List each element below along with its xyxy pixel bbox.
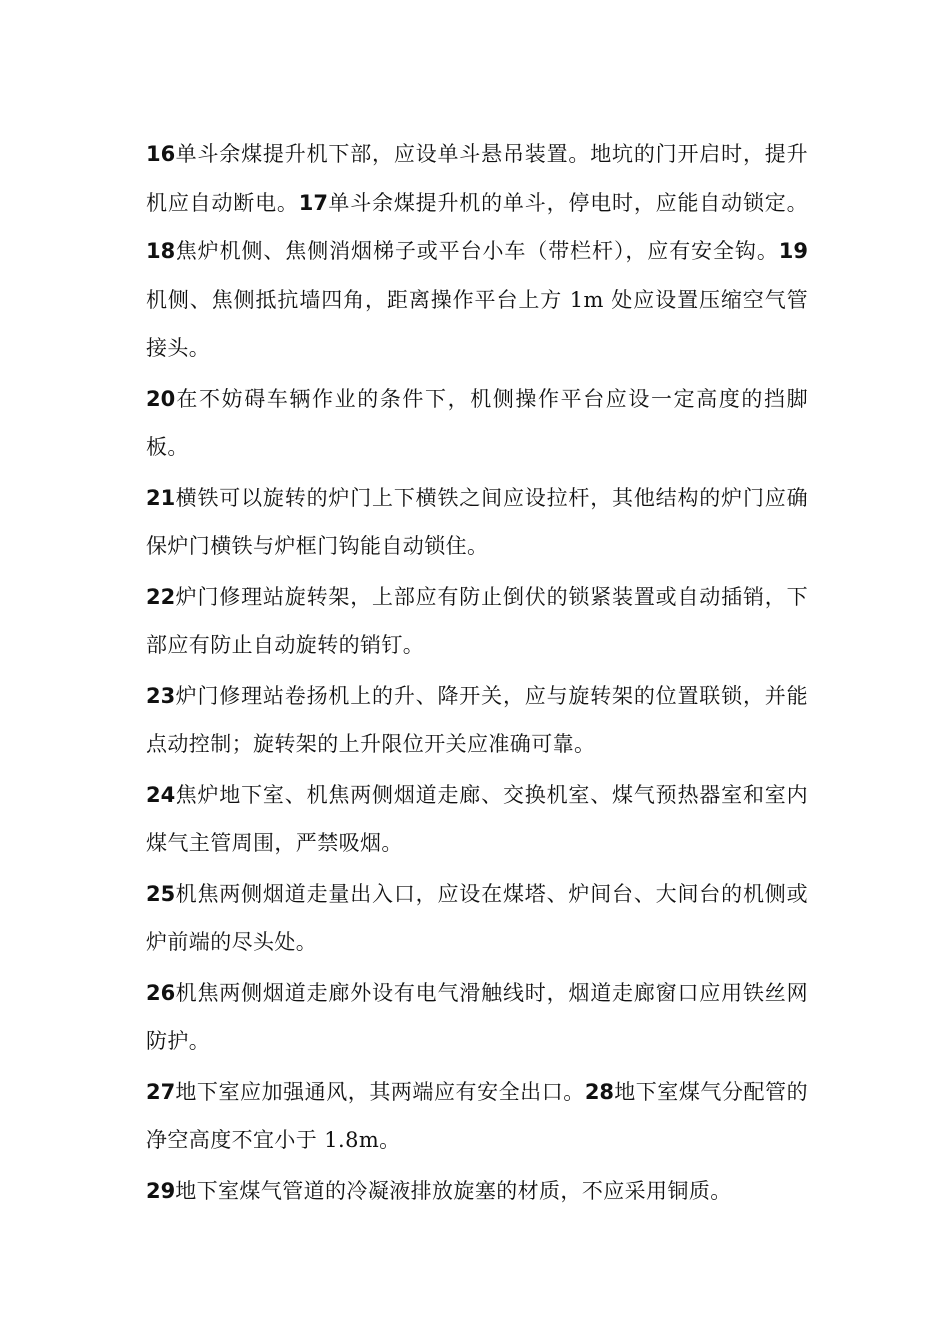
paragraph-20 [146,375,808,472]
paragraph-29 [146,1167,808,1216]
paragraph-16-19 [146,130,808,373]
clause-number: 27 [146,1079,176,1104]
clause-number: 22 [146,584,176,609]
clause-text: 机焦两侧烟道走廊外设有电气滑触线时，烟道走廊窗口应用铁丝网防护。 [146,980,808,1053]
clause-text: 在不妨碍车辆作业的条件下，机侧操作平台应设一定高度的挡脚板。 [146,386,808,459]
paragraph-23 [146,672,808,769]
clause-number: 29 [146,1178,176,1203]
clause-text: 地下室煤气分配管的净空高度不宜小于 1.8m。 [146,1079,808,1152]
clause-text: 机侧、焦侧抵抗墙四角，距离操作平台上方 1m 处应设置压缩空气管接头。 [146,287,808,360]
paragraph-26 [146,969,808,1066]
clause-text: 焦炉机侧、焦侧消烟梯子或平台小车（带栏杆），应有安全钩。 [175,239,779,263]
clause-text: 地下室煤气管道的冷凝液排放旋塞的材质，不应采用铜质。 [175,1178,732,1203]
paragraph-22 [146,573,808,670]
clause-text: 单斗余煤提升机下部，应设单斗悬吊装置。地坑的门开启时，提升机应自动断电。 [146,142,808,215]
clause-text: 单斗余煤提升机的单斗，停电时，应能自动锁定。 [327,190,808,215]
clause-number: 21 [146,485,176,510]
clause-number: 16 [146,142,176,166]
clause-text: 地下室应加强通风，其两端应有安全出口。 [175,1079,585,1104]
paragraph-24 [146,771,808,868]
paragraph-27-28 [146,1068,808,1165]
clause-number: 28 [584,1079,615,1104]
clause-number: 18 [146,239,176,263]
clause-number: 25 [146,881,176,906]
clause-number: 26 [146,980,176,1005]
clause-text: 炉门修理站旋转架，上部应有防止倒伏的锁紧装置或自动插销，下部应有防止自动旋转的销钉。 [146,584,808,657]
clause-number: 23 [146,683,176,708]
clause-text: 机焦两侧烟道走量出入口，应设在煤塔、炉间台、大间台的机侧或炉前端的尽头处。 [146,881,808,954]
document-body [146,130,808,1217]
clause-number: 20 [146,386,176,411]
clause-number: 19 [778,239,808,263]
clause-number: 24 [146,782,176,807]
clause-text: 焦炉地下室、机焦两侧烟道走廊、交换机室、煤气预热器室和室内煤气主管周围，严禁吸烟。 [146,782,808,855]
clause-number: 17 [298,190,328,215]
clause-text: 炉门修理站卷扬机上的升、降开关，应与旋转架的位置联锁，并能点动控制；旋转架的上升限位开关应准确可靠。 [146,683,808,756]
paragraph-21 [146,474,808,571]
clause-text: 横铁可以旋转的炉门上下横铁之间应设拉杆，其他结构的炉门应确保炉门横铁与炉框门钩能自动锁住。 [146,485,808,558]
paragraph-25 [146,870,808,967]
